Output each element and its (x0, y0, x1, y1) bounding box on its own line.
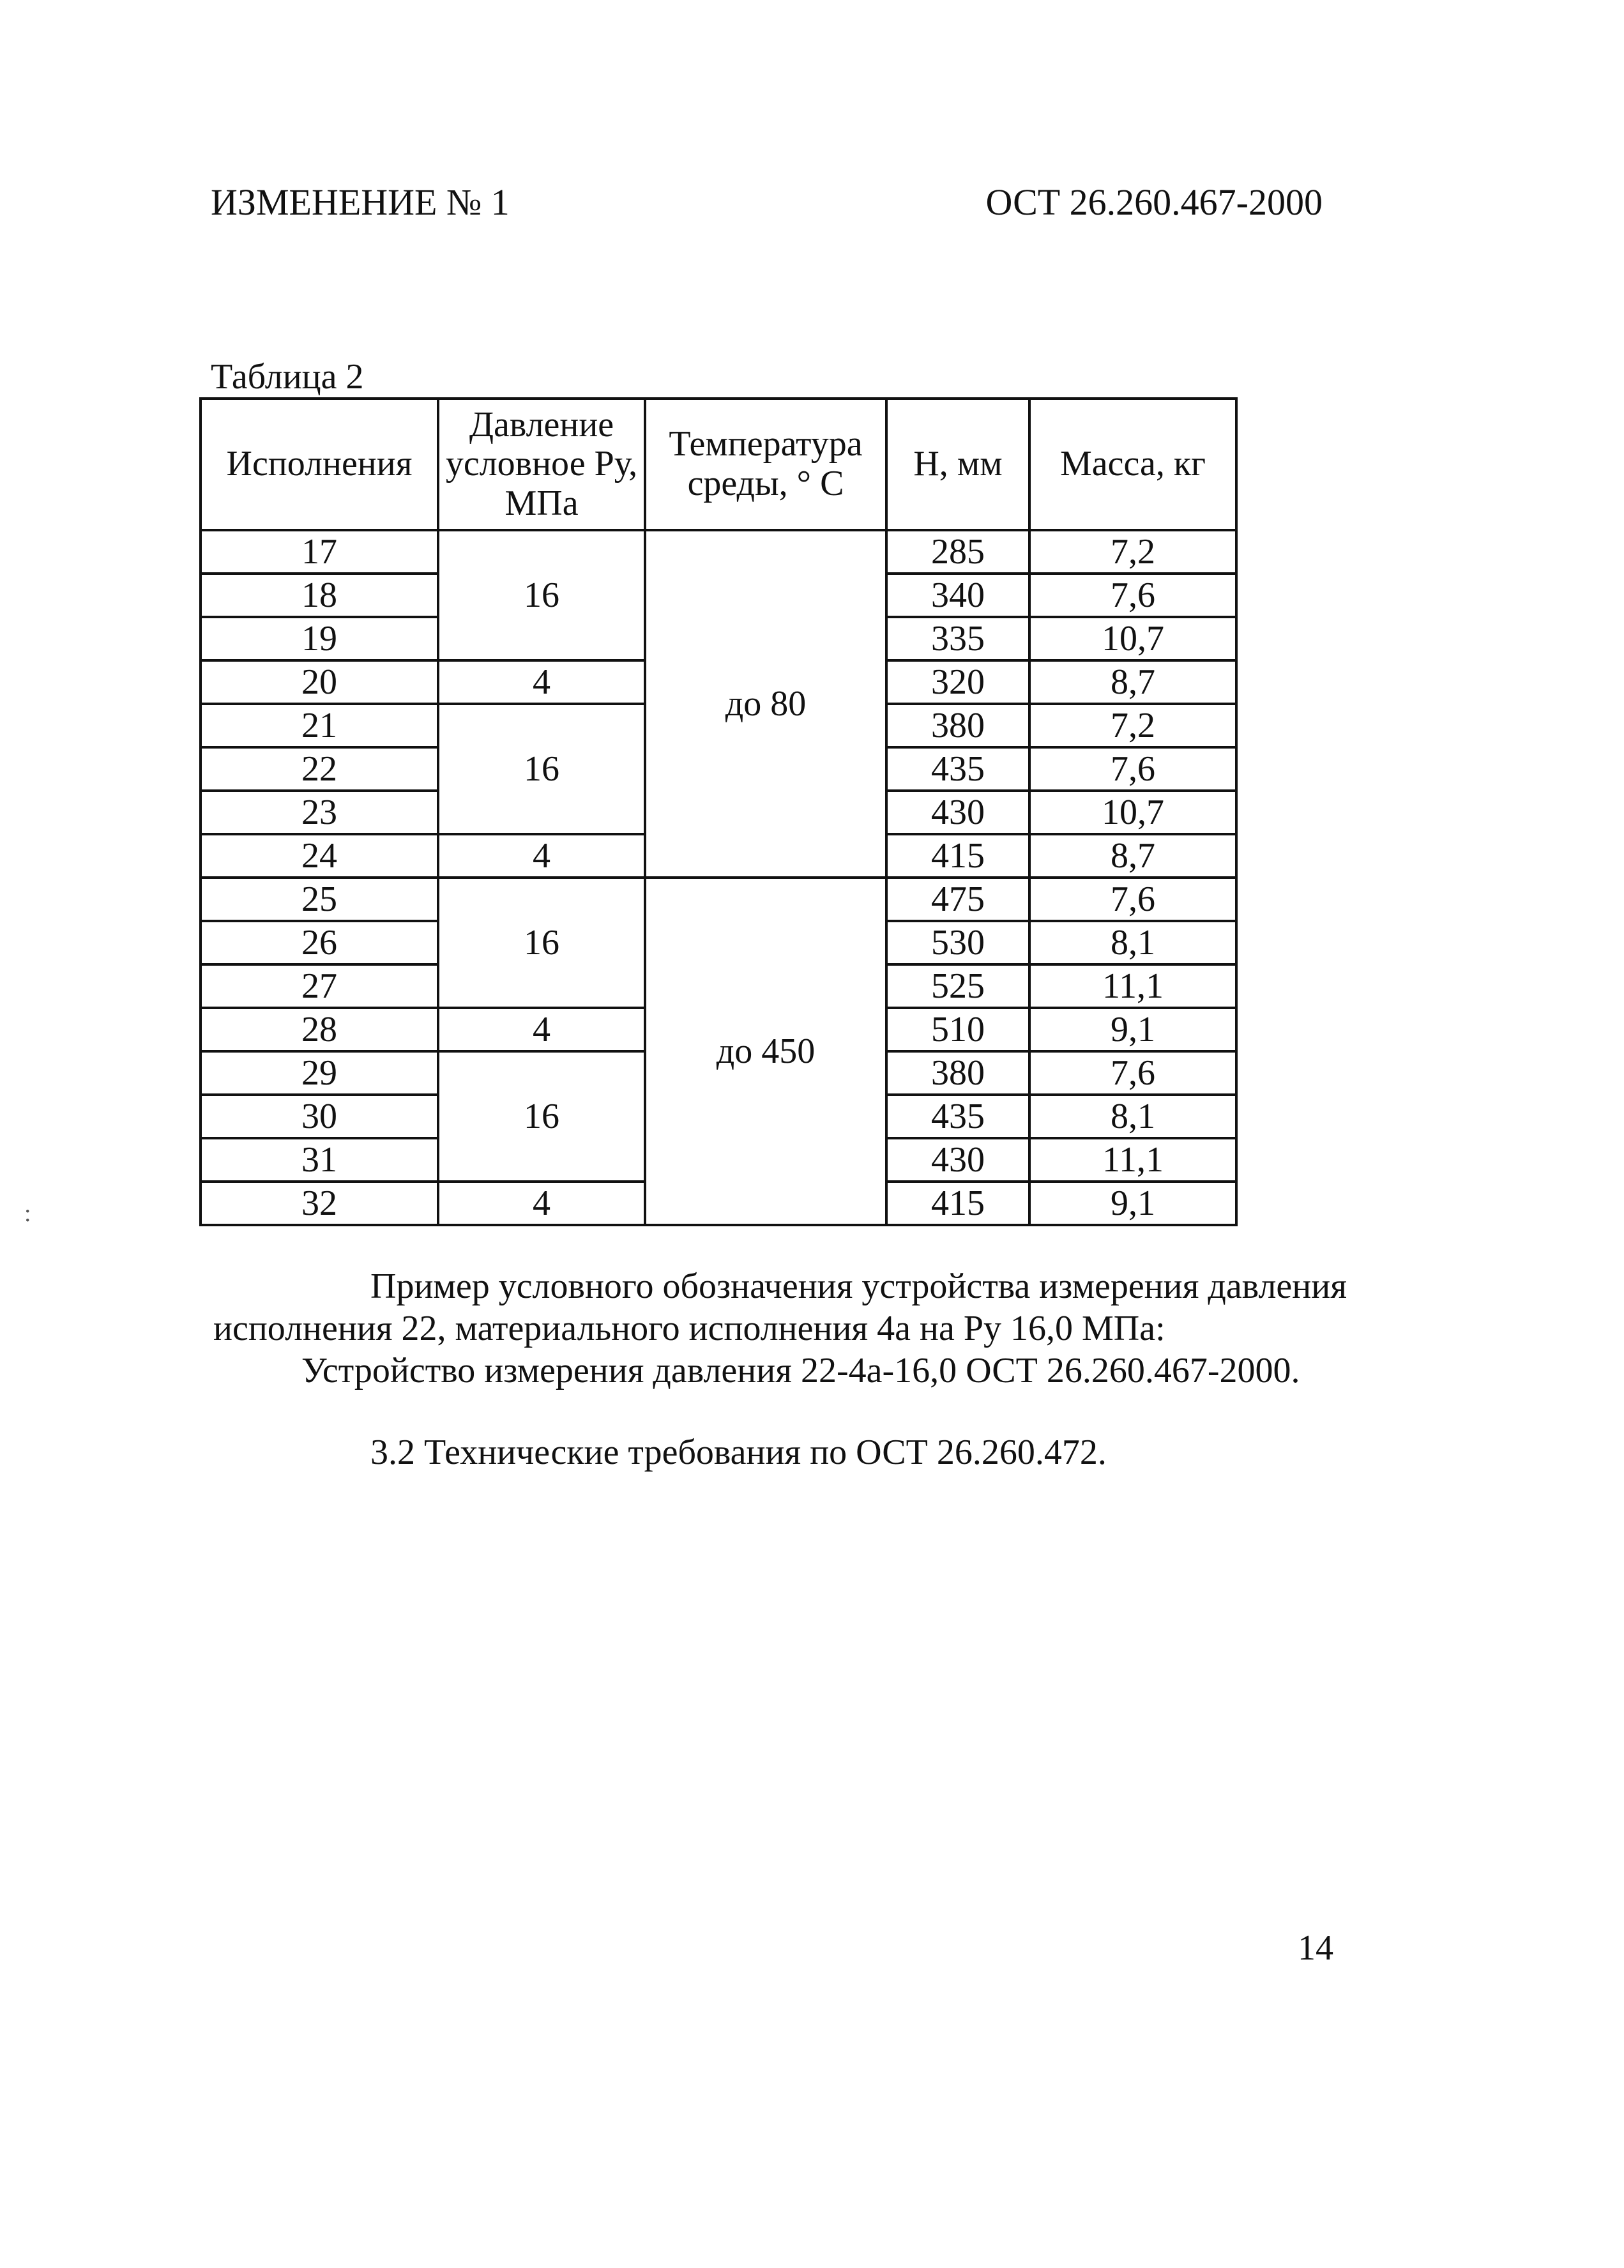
cell-height: 415 (886, 834, 1029, 878)
cell-pressure: 4 (438, 1182, 645, 1225)
cell-isp: 23 (201, 791, 438, 834)
cell-mass: 7,6 (1029, 747, 1236, 791)
cell-temperature: до 80 (645, 530, 886, 878)
cell-height: 430 (886, 1138, 1029, 1182)
table-row (201, 530, 1236, 574)
cell-isp: 22 (201, 747, 438, 791)
table-body (201, 530, 1236, 1225)
cell-isp: 29 (201, 1051, 438, 1095)
cell-isp: 25 (201, 878, 438, 921)
cell-mass: 7,6 (1029, 878, 1236, 921)
cell-height: 475 (886, 878, 1029, 921)
cell-mass: 11,1 (1029, 1138, 1236, 1182)
cell-isp: 21 (201, 704, 438, 747)
cell-height: 435 (886, 747, 1029, 791)
cell-height: 525 (886, 964, 1029, 1008)
cell-isp: 17 (201, 530, 438, 574)
cell-isp: 18 (201, 574, 438, 617)
cell-mass: 7,6 (1029, 1051, 1236, 1095)
specifications-table (199, 397, 1238, 1226)
cell-mass: 11,1 (1029, 964, 1236, 1008)
cell-isp: 24 (201, 834, 438, 878)
example-designation: Устройство измерения давления 22-4а-16,0 ОСТ 26.260.467-2000. (301, 1351, 1300, 1390)
cell-mass: 8,7 (1029, 834, 1236, 878)
cell-mass: 8,7 (1029, 660, 1236, 704)
cell-height: 530 (886, 921, 1029, 964)
cell-height: 335 (886, 617, 1029, 660)
column-header-temperature: Температура среды, ° С (645, 399, 886, 530)
cell-pressure: 16 (438, 704, 645, 834)
table-caption: Таблица 2 (211, 357, 364, 397)
example-text-line-1: Пример условного обозначения устройства измерения давления (370, 1267, 1347, 1306)
cell-pressure: 16 (438, 878, 645, 1008)
cell-mass: 8,1 (1029, 921, 1236, 964)
cell-height: 435 (886, 1095, 1029, 1138)
cell-pressure: 4 (438, 1008, 645, 1051)
column-header-pressure: Давление условное Ру, МПа (438, 399, 645, 530)
cell-mass: 8,1 (1029, 1095, 1236, 1138)
cell-height: 430 (886, 791, 1029, 834)
cell-isp: 30 (201, 1095, 438, 1138)
cell-height: 340 (886, 574, 1029, 617)
cell-height: 320 (886, 660, 1029, 704)
cell-height: 285 (886, 530, 1029, 574)
cell-mass: 7,6 (1029, 574, 1236, 617)
table-row (201, 878, 1236, 921)
cell-height: 510 (886, 1008, 1029, 1051)
cell-isp: 28 (201, 1008, 438, 1051)
cell-isp: 31 (201, 1138, 438, 1182)
cell-mass: 10,7 (1029, 617, 1236, 660)
page-number: 14 (1298, 1928, 1333, 1968)
cell-isp: 26 (201, 921, 438, 964)
cell-height: 380 (886, 704, 1029, 747)
cell-mass: 10,7 (1029, 791, 1236, 834)
cell-mass: 9,1 (1029, 1008, 1236, 1051)
cell-pressure: 16 (438, 1051, 645, 1182)
cell-mass: 7,2 (1029, 704, 1236, 747)
example-text-line-2: исполнения 22, материального исполнения 4а на Ру 16,0 МПа: (213, 1309, 1165, 1348)
cell-isp: 20 (201, 660, 438, 704)
technical-requirements: 3.2 Технические требования по ОСТ 26.260.472. (370, 1433, 1107, 1472)
cell-pressure: 4 (438, 660, 645, 704)
column-header-mass: Масса, кг (1029, 399, 1236, 530)
standard-number: ОСТ 26.260.467-2000 (985, 181, 1323, 223)
cell-temperature: до 450 (645, 878, 886, 1225)
table-header-row (201, 399, 1236, 530)
cell-pressure: 4 (438, 834, 645, 878)
cell-isp: 19 (201, 617, 438, 660)
cell-isp: 27 (201, 964, 438, 1008)
cell-height: 380 (886, 1051, 1029, 1095)
change-notice-title: ИЗМЕНЕНИЕ № 1 (211, 181, 510, 223)
column-header-isp: Исполнения (201, 399, 438, 530)
column-header-height: Н, мм (886, 399, 1029, 530)
cell-mass: 9,1 (1029, 1182, 1236, 1225)
cell-mass: 7,2 (1029, 530, 1236, 574)
margin-mark: : (24, 1200, 31, 1227)
cell-height: 415 (886, 1182, 1029, 1225)
cell-isp: 32 (201, 1182, 438, 1225)
cell-pressure: 16 (438, 530, 645, 660)
